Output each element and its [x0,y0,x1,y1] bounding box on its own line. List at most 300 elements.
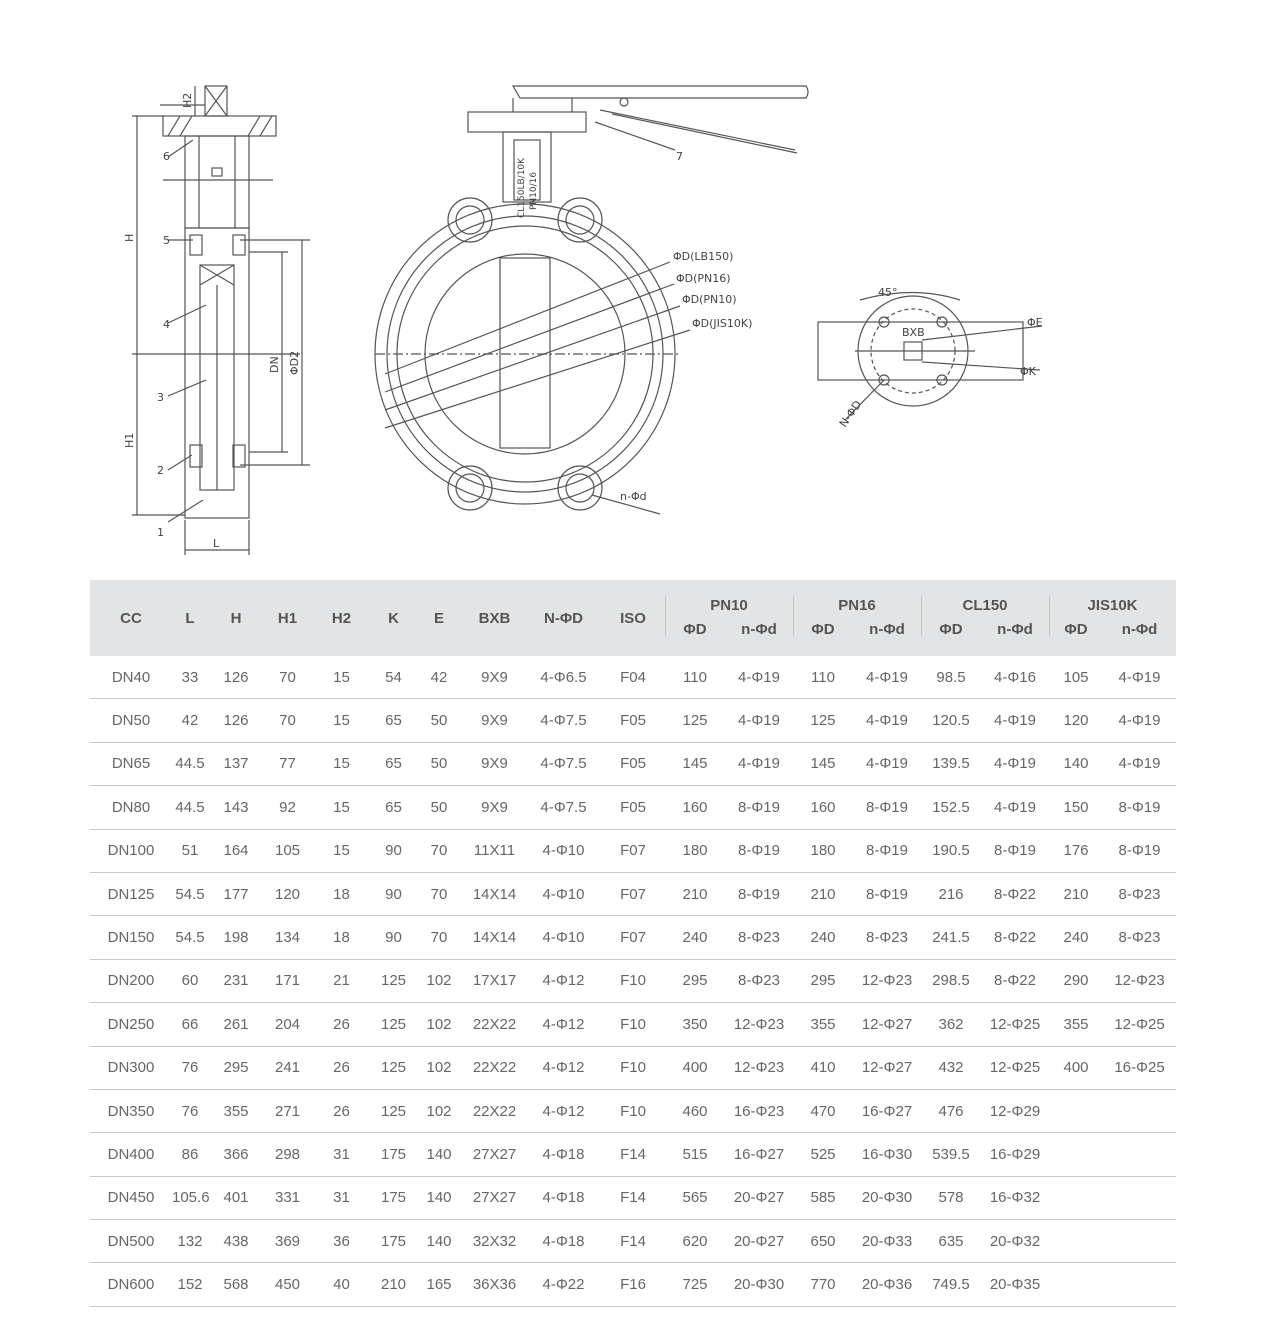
table-cell: 65 [372,699,415,742]
dim-label-angle: 45° [878,286,898,299]
table-cell: F04 [601,656,665,699]
table-cell: 20-Φ33 [853,1220,921,1263]
table-cell: 470 [793,1089,853,1132]
table-cell: 22X22 [463,1046,526,1089]
table-cell: 42 [172,699,208,742]
table-cell: 16-Φ30 [853,1133,921,1176]
table-cell: 4-Φ19 [981,742,1049,785]
table-cell: 125 [372,1089,415,1132]
table-cell: 33 [172,656,208,699]
table-cell: 105.6 [172,1176,208,1219]
table-cell: 152.5 [921,786,981,829]
table-cell: 4-Φ10 [526,872,601,915]
table-cell: 20-Φ35 [981,1263,1049,1306]
table-cell: 4-Φ16 [981,656,1049,699]
table-cell: 54 [372,656,415,699]
table-cell: 410 [793,1046,853,1089]
table-cell: 8-Φ19 [1103,829,1176,872]
table-cell: 20-Φ30 [725,1263,793,1306]
table-cell: 126 [208,656,264,699]
table-cell: 4-Φ19 [725,656,793,699]
table-row [90,1220,1176,1263]
table-cell: 12-Φ23 [1103,959,1176,1002]
table-cell: 26 [311,1089,372,1132]
table-cell: 102 [415,1046,463,1089]
table-cell: 4-Φ18 [526,1133,601,1176]
dim-label-e: ΦE [1027,316,1043,329]
valve-technical-drawing [0,0,1271,570]
sub-header-jis10k-nd: n-Φd [1121,621,1158,638]
table-cell: 4-Φ18 [526,1176,601,1219]
table-cell: F07 [601,916,665,959]
table-cell: 450 [264,1263,311,1306]
table-cell: 125 [372,1046,415,1089]
table-cell: 98.5 [921,656,981,699]
table-cell: 70 [264,699,311,742]
table-cell [1049,1220,1103,1263]
table-row [90,1046,1176,1089]
table-cell: 150 [1049,786,1103,829]
table-cell: 210 [793,872,853,915]
group-header-jis10k: JIS10K [1049,580,1176,618]
table-cell: 105 [1049,656,1103,699]
front-view [375,86,808,514]
table-cell: F05 [601,742,665,785]
table-cell: F10 [601,959,665,1002]
table-cell: 578 [921,1176,981,1219]
table-cell: 295 [793,959,853,1002]
table-cell: 4-Φ19 [853,656,921,699]
table-cell: 16-Φ27 [725,1133,793,1176]
table-cell: 350 [665,1003,725,1046]
table-cell: 15 [311,699,372,742]
table-cell: 90 [372,872,415,915]
table-cell: 42 [415,656,463,699]
table-cell: 8-Φ19 [853,829,921,872]
table-cell: F05 [601,699,665,742]
table-cell: 290 [1049,959,1103,1002]
table-cell: 8-Φ19 [981,829,1049,872]
table-cell: 175 [372,1220,415,1263]
table-cell: 164 [208,829,264,872]
table-cell: 140 [1049,742,1103,785]
table-cell: 16-Φ27 [853,1089,921,1132]
table-cell: 9X9 [463,786,526,829]
dim-label-h: H [123,233,136,242]
table-cell: 60 [172,959,208,1002]
table-row [90,1133,1176,1176]
table-cell: 210 [665,872,725,915]
table-cell: 145 [793,742,853,785]
table-cell: 8-Φ23 [853,916,921,959]
table-cell: 295 [208,1046,264,1089]
table-cell: DN65 [90,742,172,785]
group-header-cl150: CL150 [921,580,1049,618]
table-cell: 261 [208,1003,264,1046]
callout-7: 7 [676,150,683,163]
callout-4: 4 [163,318,170,331]
table-cell: DN80 [90,786,172,829]
table-cell: 51 [172,829,208,872]
sub-header-pn10-nd: n-Φd [741,621,777,638]
table-cell: 176 [1049,829,1103,872]
table-cell: F07 [601,829,665,872]
table-cell: 515 [665,1133,725,1176]
table-cell: 16-Φ25 [1103,1046,1176,1089]
table-cell: 12-Φ25 [1103,1003,1176,1046]
sub-header-cl150-nd: n-Φd [997,621,1033,638]
table-cell: 8-Φ22 [981,916,1049,959]
table-cell: 160 [793,786,853,829]
table-cell: 26 [311,1003,372,1046]
table-cell: 4-Φ7.5 [526,699,601,742]
table-cell: 190.5 [921,829,981,872]
table-cell: 125 [793,699,853,742]
table-cell: 160 [665,786,725,829]
table-cell: 90 [372,829,415,872]
table-cell: 295 [665,959,725,1002]
sub-header-pn16-nd: n-Φd [869,621,905,638]
table-cell: 432 [921,1046,981,1089]
table-cell: 240 [793,916,853,959]
table-cell: F14 [601,1133,665,1176]
table-cell: 240 [1049,916,1103,959]
table-cell: 12-Φ23 [853,959,921,1002]
table-cell: F05 [601,786,665,829]
table-cell: 92 [264,786,311,829]
table-cell: 54.5 [172,872,208,915]
table-cell: 145 [665,742,725,785]
table-cell: 70 [415,829,463,872]
table-cell: 102 [415,1003,463,1046]
table-cell [1049,1089,1103,1132]
table-cell: 44.5 [172,742,208,785]
table-cell: 565 [665,1176,725,1219]
sub-header-jis10k-d: ΦD [1049,618,1103,656]
table-cell: 70 [415,916,463,959]
table-cell: 110 [665,656,725,699]
table-cell: 125 [665,699,725,742]
callout-1: 1 [157,526,164,539]
table-cell: 20-Φ36 [853,1263,921,1306]
table-cell: 400 [665,1046,725,1089]
table-row [90,916,1176,959]
dim-label-l: L [213,537,220,550]
table-cell: 110 [793,656,853,699]
table-cell: 8-Φ22 [981,872,1049,915]
table-cell: 65 [372,742,415,785]
table-cell: 31 [311,1176,372,1219]
table-cell: 4-Φ19 [981,699,1049,742]
table-cell: 4-Φ19 [853,699,921,742]
dim-label-d2: ΦD2 [288,350,301,375]
table-cell: 241.5 [921,916,981,959]
table-cell: 460 [665,1089,725,1132]
table-cell: 76 [172,1089,208,1132]
table-cell: 401 [208,1176,264,1219]
table-cell: 14X14 [463,916,526,959]
col-header-iso: ISO [620,609,646,627]
table-cell: DN100 [90,829,172,872]
table-cell: 298.5 [921,959,981,1002]
table-cell: 14X14 [463,872,526,915]
table-cell: 12-Φ29 [981,1089,1049,1132]
table-cell: 476 [921,1089,981,1132]
table-cell: 139.5 [921,742,981,785]
table-cell: 8-Φ23 [725,959,793,1002]
table-cell: 204 [264,1003,311,1046]
table-cell: DN50 [90,699,172,742]
table-cell: 105 [264,829,311,872]
table-cell: DN500 [90,1220,172,1263]
table-cell: 8-Φ19 [725,872,793,915]
table-cell: 20-Φ32 [981,1220,1049,1263]
table-cell [1049,1263,1103,1306]
table-cell: 36 [311,1220,372,1263]
table-cell: 175 [372,1176,415,1219]
table-cell: F14 [601,1176,665,1219]
table-cell: 54.5 [172,916,208,959]
table-cell: 50 [415,786,463,829]
callout-3: 3 [157,391,164,404]
table-cell: 585 [793,1176,853,1219]
table-row [90,959,1176,1002]
table-cell: 70 [415,872,463,915]
table-cell: 125 [372,1003,415,1046]
table-cell: 15 [311,656,372,699]
table-cell: 177 [208,872,264,915]
table-cell: 4-Φ12 [526,1046,601,1089]
table-cell: 4-Φ19 [1103,656,1176,699]
table-cell: 231 [208,959,264,1002]
table-body [90,656,1176,1306]
table-cell [1103,1133,1176,1176]
table-row [90,1089,1176,1132]
table-cell: 8-Φ19 [853,786,921,829]
table-cell: 40 [311,1263,372,1306]
table-cell: F10 [601,1046,665,1089]
table-cell: 36X36 [463,1263,526,1306]
table-cell: 152 [172,1263,208,1306]
table-cell: 66 [172,1003,208,1046]
table-cell: 568 [208,1263,264,1306]
table-cell: 4-Φ19 [725,742,793,785]
table-cell: 165 [415,1263,463,1306]
callout-5: 5 [163,234,170,247]
table-row [90,1003,1176,1046]
dim-label-h1: H1 [123,432,136,448]
table-cell: 4-Φ6.5 [526,656,601,699]
table-cell: 27X27 [463,1133,526,1176]
table-cell: 102 [415,959,463,1002]
sub-header-pn10-d: ΦD [665,618,725,656]
table-cell: 22X22 [463,1089,526,1132]
table-cell: 175 [372,1133,415,1176]
table-cell: 4-Φ18 [526,1220,601,1263]
table-cell: 86 [172,1133,208,1176]
table-cell: 4-Φ19 [981,786,1049,829]
table-row [90,1176,1176,1219]
dim-label-d-pn16: ΦD(PN16) [676,272,731,285]
group-header-pn16: PN16 [793,580,921,618]
table-cell: 180 [665,829,725,872]
table-cell: 4-Φ10 [526,916,601,959]
table-cell: 355 [1049,1003,1103,1046]
table-cell: 102 [415,1089,463,1132]
table-cell: 70 [264,656,311,699]
table-cell: DN350 [90,1089,172,1132]
table-cell: 26 [311,1046,372,1089]
table-cell: 65 [372,786,415,829]
table-cell: 4-Φ19 [853,742,921,785]
table-cell: 120.5 [921,699,981,742]
table-cell: 198 [208,916,264,959]
table-cell [1103,1176,1176,1219]
table-cell: 8-Φ19 [853,872,921,915]
table-cell: 369 [264,1220,311,1263]
table-cell: DN250 [90,1003,172,1046]
table-cell [1103,1089,1176,1132]
table-cell: 725 [665,1263,725,1306]
table-cell: 4-Φ19 [725,699,793,742]
col-header-k: K [388,609,399,627]
table-cell: 18 [311,872,372,915]
table-cell: 650 [793,1220,853,1263]
table-cell [1103,1220,1176,1263]
table-cell: 210 [372,1263,415,1306]
table-cell: 241 [264,1046,311,1089]
col-header-l: L [185,609,195,627]
table-row [90,699,1176,742]
table-cell: 126 [208,699,264,742]
table-cell: 120 [264,872,311,915]
table-cell: DN200 [90,959,172,1002]
table-cell: 17X17 [463,959,526,1002]
dim-label-dn: DN [268,356,281,373]
table-cell: 400 [1049,1046,1103,1089]
table-cell: 12-Φ27 [853,1046,921,1089]
table-cell: 31 [311,1133,372,1176]
dim-label-nd: n-Φd [620,490,647,503]
table-cell: 15 [311,786,372,829]
table-cell: 8-Φ19 [725,829,793,872]
table-cell: 216 [921,872,981,915]
body-mark-2: PN10/16 [529,171,539,210]
col-header-h: H [230,609,242,627]
table-cell: 12-Φ23 [725,1003,793,1046]
table-cell: 50 [415,742,463,785]
table-cell: 140 [415,1176,463,1219]
table-cell: 22X22 [463,1003,526,1046]
table-cell: 12-Φ27 [853,1003,921,1046]
table-cell: 20-Φ27 [725,1176,793,1219]
table-cell: 15 [311,742,372,785]
table-cell: 525 [793,1133,853,1176]
table-cell: 4-Φ7.5 [526,786,601,829]
sub-header-cl150-d: ΦD [921,618,981,656]
side-section-view [132,86,310,555]
table-cell: 27X27 [463,1176,526,1219]
col-header-bxb: BXB [478,609,511,627]
table-header [90,580,1176,656]
table-cell: F16 [601,1263,665,1306]
col-header-h2: H2 [331,609,352,627]
table-cell: F10 [601,1003,665,1046]
table-cell: 18 [311,916,372,959]
table-cell: 21 [311,959,372,1002]
body-mark-1: CL150LB/10K [517,157,527,218]
table-cell: 749.5 [921,1263,981,1306]
table-cell: 16-Φ23 [725,1089,793,1132]
dim-label-k: ΦK [1020,365,1036,378]
col-header-cc: CC [120,609,142,627]
table-cell: 366 [208,1133,264,1176]
table-cell: 271 [264,1089,311,1132]
dim-label-d-jis10k: ΦD(JIS10K) [692,317,753,330]
table-row [90,656,1176,699]
table-row [90,829,1176,872]
table-cell: 620 [665,1220,725,1263]
table-cell: 180 [793,829,853,872]
valve-dimension-table [90,580,1176,1307]
dim-label-h2: H2 [181,92,194,108]
table-cell: 76 [172,1046,208,1089]
table-cell: 12-Φ25 [981,1003,1049,1046]
table-cell: 770 [793,1263,853,1306]
table-cell: 438 [208,1220,264,1263]
table-cell: 11X11 [463,829,526,872]
table-cell: 8-Φ19 [1103,786,1176,829]
table-cell: 90 [372,916,415,959]
table-cell: 4-Φ12 [526,959,601,1002]
table-cell: 12-Φ23 [725,1046,793,1089]
table-cell: 298 [264,1133,311,1176]
table-cell: 50 [415,699,463,742]
table-cell: 20-Φ30 [853,1176,921,1219]
table-cell: DN600 [90,1263,172,1306]
table-cell: DN150 [90,916,172,959]
table-cell: 4-Φ19 [1103,699,1176,742]
table-cell: 240 [665,916,725,959]
table-cell: 9X9 [463,742,526,785]
table-cell [1103,1263,1176,1306]
table-cell [1049,1176,1103,1219]
table-cell: 16-Φ29 [981,1133,1049,1176]
col-header-h1: H1 [277,609,298,627]
dim-label-d-lb150: ΦD(LB150) [673,250,734,263]
table-cell: 8-Φ22 [981,959,1049,1002]
table-row [90,872,1176,915]
callout-2: 2 [157,464,164,477]
table-cell: 635 [921,1220,981,1263]
table-cell: 331 [264,1176,311,1219]
table-cell: 125 [372,959,415,1002]
table-cell: 32X32 [463,1220,526,1263]
table-cell: 134 [264,916,311,959]
sub-header-pn16-d: ΦD [793,618,853,656]
table-cell: 4-Φ19 [1103,742,1176,785]
table-cell: 137 [208,742,264,785]
table-cell: 355 [208,1089,264,1132]
dim-label-bxb: BXB [902,326,925,339]
table-cell: 44.5 [172,786,208,829]
col-header-e: E [433,609,444,627]
table-cell: DN400 [90,1133,172,1176]
table-cell: 8-Φ23 [725,916,793,959]
dim-label-n-phid: N-ΦD [836,398,865,430]
table-cell: 9X9 [463,656,526,699]
table-cell: 171 [264,959,311,1002]
